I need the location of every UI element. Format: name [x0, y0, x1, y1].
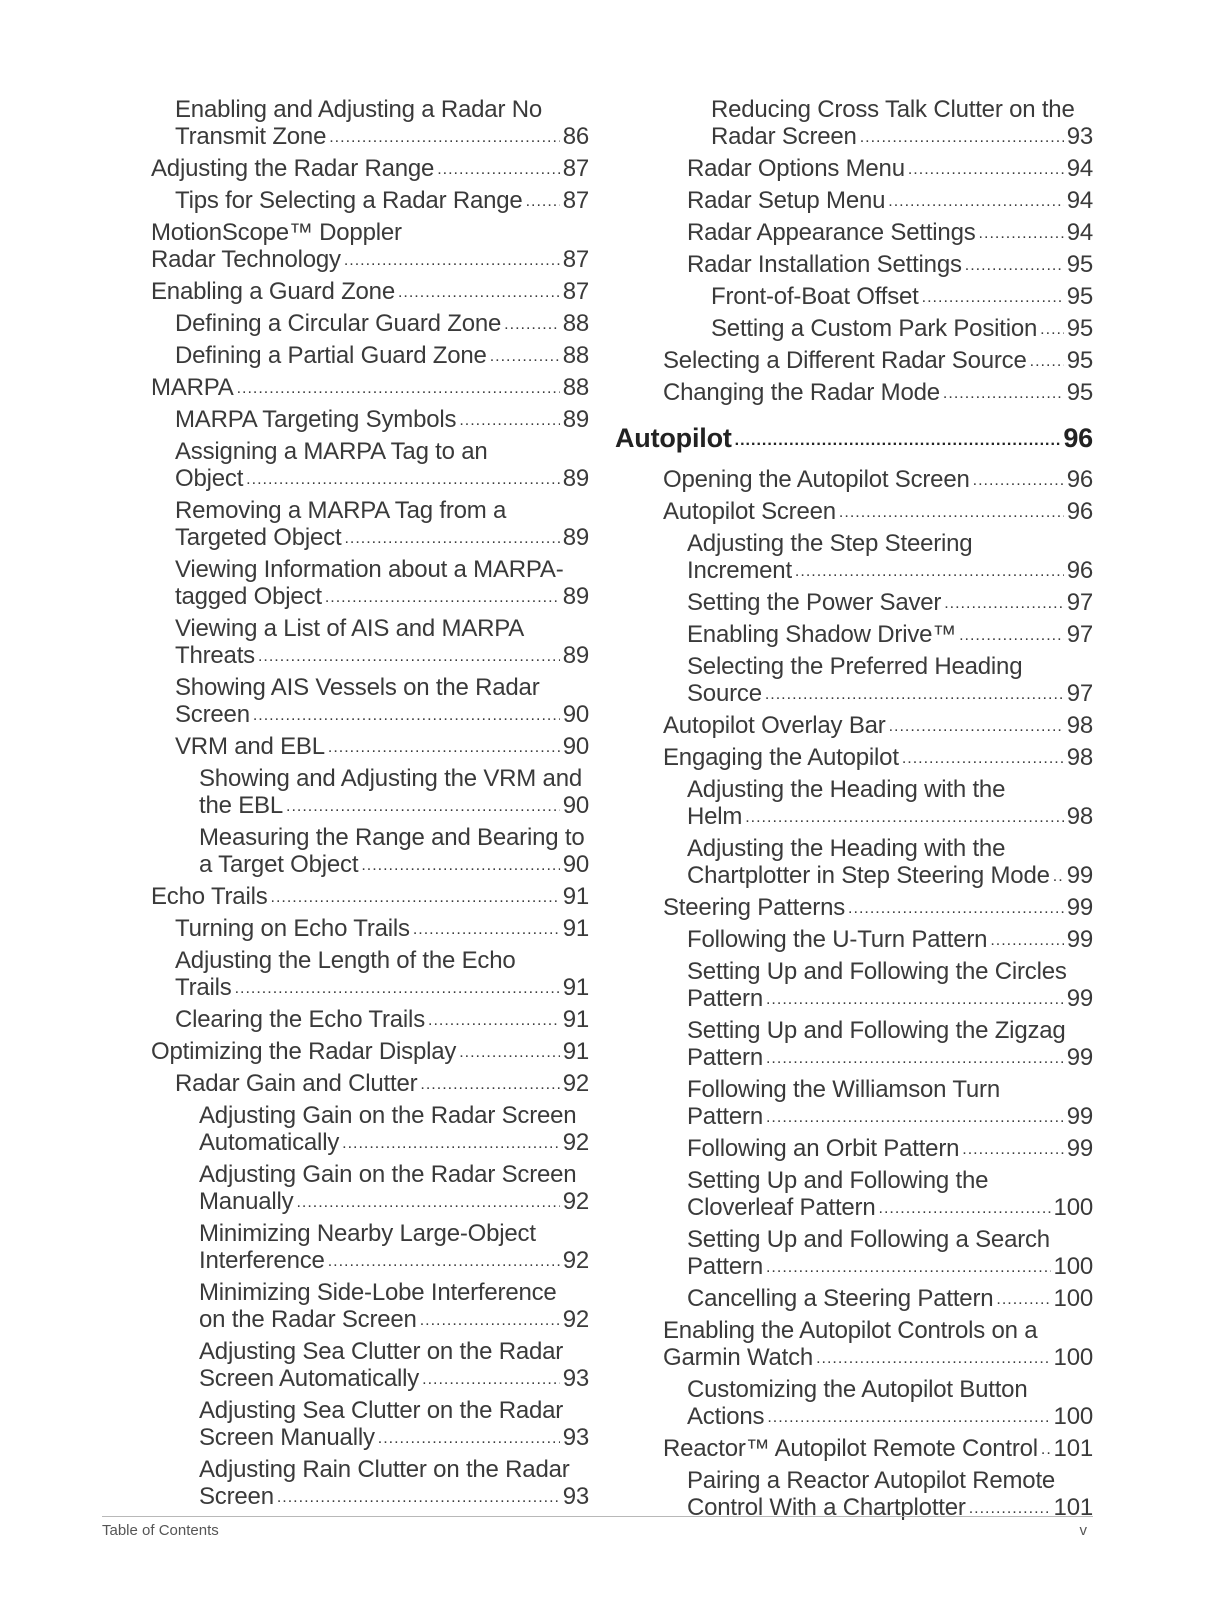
dot-leader	[990, 924, 1063, 954]
toc-entry-title: tagged Object	[175, 583, 322, 610]
toc-entry-title-line: Reducing Cross Talk Clutter on the	[711, 96, 1075, 123]
dot-leader	[246, 463, 560, 493]
toc-entry-title-line: Viewing a List of AIS and MARPA	[175, 615, 525, 642]
footer-section-label: Table of Contents	[102, 1522, 219, 1539]
dot-leader	[1040, 313, 1064, 343]
toc-entry[interactable]	[151, 406, 589, 436]
toc-entry-title: Screen	[199, 1483, 274, 1510]
dot-leader	[996, 1283, 1050, 1313]
toc-entry-title: Trails	[175, 974, 232, 1001]
toc-entry-title: Radar Options Menu	[687, 155, 905, 182]
toc-entry-title: Changing the Radar Mode	[663, 379, 940, 406]
dot-leader	[1030, 345, 1064, 375]
toc-page-number: 97	[1066, 621, 1093, 648]
toc-entry[interactable]	[151, 556, 589, 613]
dot-leader	[459, 404, 559, 434]
toc-entry-title-line: Setting Up and Following the Zigzag	[687, 1017, 1066, 1044]
dot-leader	[816, 1342, 1050, 1372]
toc-entry[interactable]	[615, 776, 1093, 833]
toc-entry-title: Radar Setup Menu	[687, 187, 886, 214]
toc-page-number: 94	[1066, 187, 1093, 214]
toc-entry[interactable]	[615, 379, 1093, 409]
toc-page-number: 91	[562, 883, 589, 910]
toc-entry[interactable]	[151, 438, 589, 495]
toc-entry-title: Setting the Power Saver	[687, 589, 942, 616]
toc-page-number: 92	[562, 1306, 589, 1333]
toc-entry[interactable]	[615, 1317, 1093, 1374]
toc-entry-title-line: Adjusting Rain Clutter on the Radar	[199, 1456, 570, 1483]
toc-page-number: 92	[562, 1247, 589, 1274]
toc-entry[interactable]	[151, 1006, 589, 1036]
dot-leader	[504, 308, 560, 338]
toc-entry[interactable]	[615, 96, 1093, 153]
toc-entry-title: Autopilot Overlay Bar	[663, 712, 886, 739]
toc-page-number: 89	[562, 642, 589, 669]
toc-page-number: 99	[1066, 985, 1093, 1012]
toc-entry[interactable]	[615, 466, 1093, 496]
toc-page-number: 100	[1053, 1253, 1093, 1280]
toc-entry-title: Clearing the Echo Trails	[175, 1006, 425, 1033]
dot-leader	[378, 1422, 560, 1452]
toc-entry-title: Engaging the Autopilot	[663, 744, 899, 771]
toc-entry-title-line: Adjusting the Length of the Echo	[175, 947, 516, 974]
toc-page-number: 98	[1066, 712, 1093, 739]
toc-page-number: 96	[1066, 466, 1093, 493]
toc-entry[interactable]	[615, 621, 1093, 651]
toc-entry-title: Defining a Partial Guard Zone	[175, 342, 487, 369]
toc-entry-title-line: Measuring the Range and Bearing to	[199, 824, 585, 851]
toc-entry-title: Optimizing the Radar Display	[151, 1038, 457, 1065]
dot-leader	[235, 972, 560, 1002]
toc-entry[interactable]	[151, 1397, 589, 1454]
toc-entry-title-line: Setting Up and Following the Circles	[687, 958, 1067, 985]
dot-leader	[422, 1363, 560, 1393]
toc-entry-title: Transmit Zone	[175, 123, 327, 150]
dot-leader	[325, 581, 560, 611]
toc-entry-title: Screen	[175, 701, 250, 728]
dot-leader	[973, 464, 1064, 494]
toc-page-number: 89	[562, 583, 589, 610]
dot-leader	[398, 276, 560, 306]
toc-entry-title: MARPA	[151, 374, 234, 401]
dot-leader	[908, 153, 1064, 183]
toc-entry[interactable]	[151, 1102, 589, 1159]
toc-entry[interactable]	[615, 589, 1093, 619]
toc-entry-title: Cloverleaf Pattern	[687, 1194, 876, 1221]
toc-entry[interactable]	[151, 915, 589, 945]
footer-page-number: v	[1079, 1522, 1087, 1539]
toc-entry-title: Chartplotter in Step Steering Mode	[687, 862, 1050, 889]
toc-page-number: 93	[562, 1424, 589, 1451]
dot-leader	[271, 881, 560, 911]
toc-entry[interactable]	[151, 883, 589, 913]
toc-entry[interactable]	[615, 926, 1093, 956]
toc-entry-title-line: Adjusting Gain on the Radar Screen	[199, 1161, 577, 1188]
dot-leader	[253, 699, 560, 729]
toc-entry[interactable]	[151, 765, 589, 822]
dot-leader	[766, 1251, 1051, 1281]
toc-page-number: 86	[562, 123, 589, 150]
toc-entry[interactable]	[151, 824, 589, 881]
dot-leader	[277, 1481, 560, 1511]
toc-entry[interactable]	[151, 1161, 589, 1218]
toc-entry-title-line: Enabling and Adjusting a Radar No	[175, 96, 542, 123]
toc-entry[interactable]	[615, 894, 1093, 924]
toc-page-number: 90	[562, 792, 589, 819]
toc-entry-title: Helm	[687, 803, 743, 830]
dot-leader	[428, 1004, 560, 1034]
toc-entry-title: Radar Gain and Clutter	[175, 1070, 418, 1097]
toc-entry-title-line: Setting Up and Following a Search	[687, 1226, 1050, 1253]
toc-entry-title: Pattern	[687, 985, 763, 1012]
toc-page-number: 90	[562, 701, 589, 728]
toc-entry[interactable]	[151, 947, 589, 1004]
toc-entry-title: Source	[687, 680, 762, 707]
dot-leader	[765, 678, 1064, 708]
toc-entry[interactable]	[151, 278, 589, 308]
toc-entry-title: Following the U-Turn Pattern	[687, 926, 988, 953]
toc-entry[interactable]	[615, 1167, 1093, 1224]
toc-page-number: 89	[562, 406, 589, 433]
toc-page-number: 87	[562, 187, 589, 214]
toc-entry-title: Pattern	[687, 1253, 763, 1280]
toc-entry[interactable]	[151, 1456, 589, 1513]
toc-entry[interactable]	[151, 1279, 589, 1336]
toc-page-number: 89	[562, 524, 589, 551]
toc-entry-title: Enabling a Guard Zone	[151, 278, 395, 305]
toc-entry-title: Following an Orbit Pattern	[687, 1135, 960, 1162]
toc-entry[interactable]	[615, 530, 1093, 587]
dot-leader	[879, 1192, 1051, 1222]
toc-entry[interactable]	[151, 674, 589, 731]
toc-page-number: 95	[1066, 251, 1093, 278]
dot-leader	[979, 217, 1064, 247]
toc-entry[interactable]	[151, 310, 589, 340]
toc-entry-title-line: Adjusting the Heading with the	[687, 835, 1006, 862]
toc-entry[interactable]	[615, 1435, 1093, 1465]
toc-page-number: 95	[1066, 283, 1093, 310]
dot-leader	[420, 1068, 559, 1098]
toc-entry-title-line: Adjusting the Step Steering	[687, 530, 973, 557]
toc-entry-title: Targeted Object	[175, 524, 342, 551]
toc-entry-title: Autopilot Screen	[663, 498, 836, 525]
toc-page-number: 89	[562, 465, 589, 492]
toc-page-number: 94	[1066, 219, 1093, 246]
toc-entry-title: Object	[175, 465, 244, 492]
toc-page-number: 99	[1066, 1044, 1093, 1071]
toc-page-number: 100	[1053, 1285, 1093, 1312]
toc-entry-title: a Target Object	[199, 851, 359, 878]
toc-page-number: 99	[1066, 926, 1093, 953]
toc-page-number: 92	[562, 1129, 589, 1156]
toc-entry-title: Control With a Chartplotter	[687, 1494, 966, 1521]
toc-entry[interactable]	[151, 96, 589, 153]
dot-leader	[237, 372, 560, 402]
dot-leader	[413, 913, 560, 943]
toc-entry-title: Automatically	[199, 1129, 340, 1156]
toc-entry[interactable]	[615, 1076, 1093, 1133]
toc-entry-title: Steering Patterns	[663, 894, 846, 921]
dot-leader	[922, 281, 1064, 311]
toc-entry-title: Autopilot	[615, 423, 732, 453]
toc-page-number: 96	[1066, 498, 1093, 525]
toc-entry[interactable]	[615, 1017, 1093, 1074]
toc-entry-title: Radar Appearance Settings	[687, 219, 976, 246]
toc-entry-title: Manually	[199, 1188, 294, 1215]
toc-entry-title-line: Pairing a Reactor Autopilot Remote	[687, 1467, 1056, 1494]
toc-page-number: 95	[1066, 315, 1093, 342]
toc-page-number: 92	[562, 1070, 589, 1097]
toc-page-number: 100	[1053, 1194, 1093, 1221]
toc-entry[interactable]	[151, 1220, 589, 1277]
toc-page-number: 99	[1066, 862, 1093, 889]
dot-leader	[795, 555, 1064, 585]
dot-leader	[766, 1101, 1064, 1131]
dot-leader	[420, 1304, 560, 1334]
dot-leader	[328, 1245, 560, 1275]
toc-page-number: 98	[1066, 744, 1093, 771]
toc-left-column	[151, 96, 589, 1515]
toc-entry-title: Pattern	[687, 1103, 763, 1130]
toc-page-number: 98	[1066, 803, 1093, 830]
toc-entry[interactable]	[615, 1135, 1093, 1165]
toc-entry-title-line: MotionScope™ Doppler	[151, 219, 402, 246]
toc-entry-title: the EBL	[199, 792, 283, 819]
toc-entry-title: VRM and EBL	[175, 733, 325, 760]
dot-leader	[342, 1127, 560, 1157]
dot-leader	[296, 1186, 559, 1216]
dot-leader	[459, 1036, 560, 1066]
toc-entry-title-line: Viewing Information about a MARPA-	[175, 556, 564, 583]
toc-entry[interactable]	[615, 744, 1093, 774]
toc-page-number: 91	[562, 1006, 589, 1033]
toc-entry[interactable]	[615, 835, 1093, 892]
toc-entry[interactable]	[151, 1070, 589, 1100]
toc-entry-title-line: Showing and Adjusting the VRM and	[199, 765, 582, 792]
dot-leader	[888, 185, 1063, 215]
toc-entry[interactable]	[151, 733, 589, 763]
toc-entry[interactable]	[615, 219, 1093, 249]
toc-entry[interactable]	[615, 498, 1093, 528]
toc-entry[interactable]	[615, 251, 1093, 281]
dot-leader	[437, 153, 560, 183]
toc-entry[interactable]	[615, 712, 1093, 742]
toc-page-number: 93	[562, 1483, 589, 1510]
toc-entry-title: Threats	[175, 642, 255, 669]
toc-entry-title: Adjusting the Radar Range	[151, 155, 435, 182]
toc-entry-title-line: Following the Williamson Turn	[687, 1076, 1000, 1103]
toc-entry-title: MARPA Targeting Symbols	[175, 406, 457, 433]
toc-page-number: 96	[1063, 423, 1093, 453]
toc-entry[interactable]	[151, 1038, 589, 1068]
toc-entry[interactable]	[615, 155, 1093, 185]
dot-leader	[490, 340, 560, 370]
dot-leader	[344, 244, 560, 274]
dot-leader	[766, 1042, 1064, 1072]
dot-leader	[962, 1133, 1063, 1163]
dot-leader	[286, 790, 560, 820]
dot-leader	[344, 522, 559, 552]
toc-entry-title-line: Adjusting the Heading with the	[687, 776, 1006, 803]
toc-entry[interactable]	[151, 155, 589, 185]
toc-entry-title: Front-of-Boat Offset	[711, 283, 919, 310]
toc-entry[interactable]	[615, 347, 1093, 377]
toc-entry[interactable]	[151, 374, 589, 404]
toc-entry-title-line: Assigning a MARPA Tag to an	[175, 438, 488, 465]
toc-page-number: 101	[1053, 1435, 1093, 1462]
toc-entry-title: Tips for Selecting a Radar Range	[175, 187, 523, 214]
toc-entry-title: on the Radar Screen	[199, 1306, 417, 1333]
dot-leader	[766, 983, 1064, 1013]
toc-page-number: 99	[1066, 1135, 1093, 1162]
toc-page-number: 97	[1066, 589, 1093, 616]
toc-entry[interactable]	[615, 958, 1093, 1015]
toc-entry-title: Interference	[199, 1247, 325, 1274]
toc-entry-title: Reactor™ Autopilot Remote Control	[663, 1435, 1038, 1462]
toc-entry-title-line: Minimizing Nearby Large-Object	[199, 1220, 536, 1247]
toc-entry-title: Defining a Circular Guard Zone	[175, 310, 502, 337]
toc-entry[interactable]	[615, 1226, 1093, 1283]
toc-entry-title: Selecting a Different Radar Source	[663, 347, 1027, 374]
toc-entry[interactable]	[615, 187, 1093, 217]
toc-page-number: 91	[562, 974, 589, 1001]
toc-page-number: 99	[1066, 894, 1093, 921]
toc-entry-title: Cancelling a Steering Pattern	[687, 1285, 994, 1312]
dot-leader	[943, 377, 1064, 407]
toc-entry-title: Screen Automatically	[199, 1365, 420, 1392]
toc-page-number: 91	[562, 915, 589, 942]
toc-entry-title-line: Selecting the Preferred Heading	[687, 653, 1023, 680]
toc-entry[interactable]	[151, 187, 589, 217]
toc-entry-title-line: Removing a MARPA Tag from a	[175, 497, 507, 524]
dot-leader	[860, 121, 1064, 151]
toc-page-number: 99	[1066, 1103, 1093, 1130]
toc-entry[interactable]	[151, 1338, 589, 1395]
toc-entry-title: Pattern	[687, 1044, 763, 1071]
page-footer	[102, 1516, 1093, 1539]
toc-entry-title: Radar Technology	[151, 246, 341, 273]
toc-entry[interactable]	[151, 497, 589, 554]
toc-entry-title: Setting a Custom Park Position	[711, 315, 1038, 342]
toc-page-number: 94	[1066, 155, 1093, 182]
toc-page-number: 90	[562, 733, 589, 760]
toc-entry-title: Opening the Autopilot Screen	[663, 466, 970, 493]
toc-entry-title: Turning on Echo Trails	[175, 915, 410, 942]
dot-leader	[959, 619, 1064, 649]
toc-entry-title: Actions	[687, 1403, 765, 1430]
toc-entry-title-line: Adjusting Sea Clutter on the Radar	[199, 1397, 564, 1424]
toc-page-number: 95	[1066, 347, 1093, 374]
toc-entry-title: Increment	[687, 557, 792, 584]
toc-page-number: 88	[562, 342, 589, 369]
toc-page-number: 100	[1053, 1403, 1093, 1430]
toc-page-number: 95	[1066, 379, 1093, 406]
toc-page-number: 87	[562, 155, 589, 182]
dot-leader	[526, 185, 560, 215]
toc-entry-title-line: Minimizing Side-Lobe Interference	[199, 1279, 557, 1306]
dot-leader	[944, 587, 1063, 617]
dot-leader	[848, 892, 1064, 922]
toc-entry[interactable]	[615, 653, 1093, 710]
dot-leader	[329, 121, 559, 151]
toc-entry[interactable]	[151, 219, 589, 276]
dot-leader	[328, 731, 560, 761]
toc-entry-title: Radar Installation Settings	[687, 251, 962, 278]
toc-page-number: 101	[1053, 1494, 1093, 1521]
toc-page-number: 100	[1053, 1344, 1093, 1371]
toc-entry[interactable]	[615, 315, 1093, 345]
dot-leader	[902, 742, 1064, 772]
toc-entry-title: Enabling Shadow Drive™	[687, 621, 957, 648]
dot-leader	[258, 640, 560, 670]
toc-page-number: 96	[1066, 557, 1093, 584]
toc-entry-title-line: Setting Up and Following the	[687, 1167, 989, 1194]
toc-entry-title-line: Adjusting Sea Clutter on the Radar	[199, 1338, 564, 1365]
toc-page-number: 87	[562, 278, 589, 305]
toc-entry[interactable]	[151, 342, 589, 372]
dot-leader	[1053, 860, 1064, 890]
toc-entry-title-line: Showing AIS Vessels on the Radar	[175, 674, 540, 701]
dot-leader	[965, 249, 1064, 279]
toc-right-column	[615, 96, 1093, 1526]
dot-leader	[745, 801, 1063, 831]
toc-entry-title-line: Customizing the Autopilot Button	[687, 1376, 1028, 1403]
toc-page-number: 91	[562, 1038, 589, 1065]
dot-leader	[767, 1401, 1050, 1431]
toc-page-number: 87	[562, 246, 589, 273]
dot-leader	[839, 496, 1064, 526]
toc-entry-title: Radar Screen	[711, 123, 857, 150]
dot-leader	[889, 710, 1064, 740]
toc-page-number: 97	[1066, 680, 1093, 707]
toc-page-number: 92	[562, 1188, 589, 1215]
toc-entry-title-line: Adjusting Gain on the Radar Screen	[199, 1102, 577, 1129]
toc-entry[interactable]	[151, 615, 589, 672]
dot-leader	[1041, 1433, 1051, 1463]
toc-page-number: 93	[562, 1365, 589, 1392]
dot-leader	[361, 849, 559, 879]
toc-page-number: 88	[562, 374, 589, 401]
toc-entry[interactable]	[615, 1285, 1093, 1315]
dot-leader	[735, 421, 1061, 456]
toc-entry[interactable]	[615, 283, 1093, 313]
toc-entry-title: Screen Manually	[199, 1424, 375, 1451]
toc-entry-title: Garmin Watch	[663, 1344, 814, 1371]
toc-chapter-heading[interactable]	[615, 423, 1093, 458]
toc-entry-title: Echo Trails	[151, 883, 268, 910]
toc-page-number: 90	[562, 851, 589, 878]
toc-page-number: 88	[562, 310, 589, 337]
toc-page-number: 93	[1066, 123, 1093, 150]
toc-entry[interactable]	[615, 1376, 1093, 1433]
toc-entry-title-line: Enabling the Autopilot Controls on a	[663, 1317, 1038, 1344]
